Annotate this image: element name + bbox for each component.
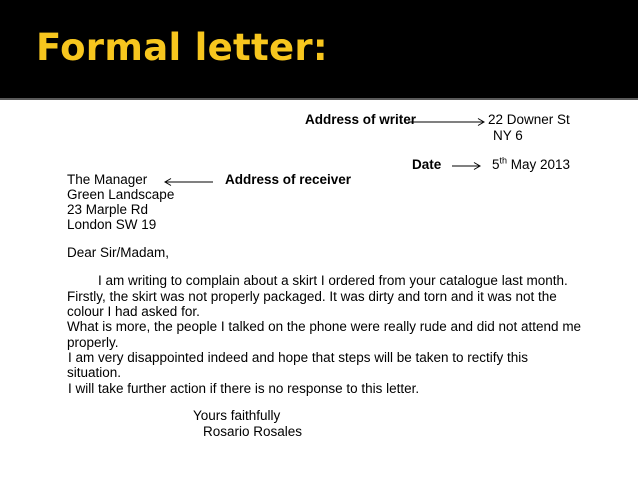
date-value — [492, 157, 570, 173]
receiver-address-line-4: London SW 19 — [67, 217, 157, 232]
arrow-left-icon — [163, 177, 213, 187]
address-of-writer-label: Address of writer — [305, 112, 417, 127]
arrow-right-icon — [408, 117, 486, 127]
body-line: I am writing to complain about a skirt I ordered from your catalogue last month. — [98, 273, 568, 288]
receiver-address-line-1: The Manager — [67, 172, 148, 187]
body-line: Firstly, the skirt was not properly packaged. It was dirty and torn and it was not the — [67, 289, 557, 304]
date-label: Date — [412, 157, 442, 172]
closing: Yours faithfully — [193, 408, 281, 423]
date-suffix: th — [499, 155, 508, 166]
date-rest: May 2013 — [507, 157, 571, 172]
receiver-address-line-3: 23 Marple Rd — [67, 202, 149, 217]
body-line: situation. — [67, 365, 122, 380]
writer-address-line-2: NY 6 — [493, 128, 523, 143]
slide-title: Formal letter: — [36, 26, 329, 69]
arrow-right-icon — [452, 161, 482, 171]
body-line: properly. — [67, 335, 119, 350]
signature: Rosario Rosales — [203, 424, 303, 439]
address-of-receiver-label: Address of receiver — [225, 172, 352, 187]
body-line: colour I had asked for. — [67, 304, 200, 319]
body-line: What is more, the people I talked on the phone were really rude and did not attend me — [67, 319, 582, 334]
date-day: 5 — [492, 157, 500, 172]
body-line: I am very disappointed indeed and hope that steps will be taken to rectify this — [68, 350, 529, 365]
writer-address-line-1: 22 Downer St — [488, 112, 570, 127]
title-band — [0, 0, 638, 100]
body-line: I will take further action if there is no response to this letter. — [68, 381, 420, 396]
receiver-address-line-2: Green Landscape — [67, 187, 175, 202]
salutation: Dear Sir/Madam, — [67, 245, 170, 260]
